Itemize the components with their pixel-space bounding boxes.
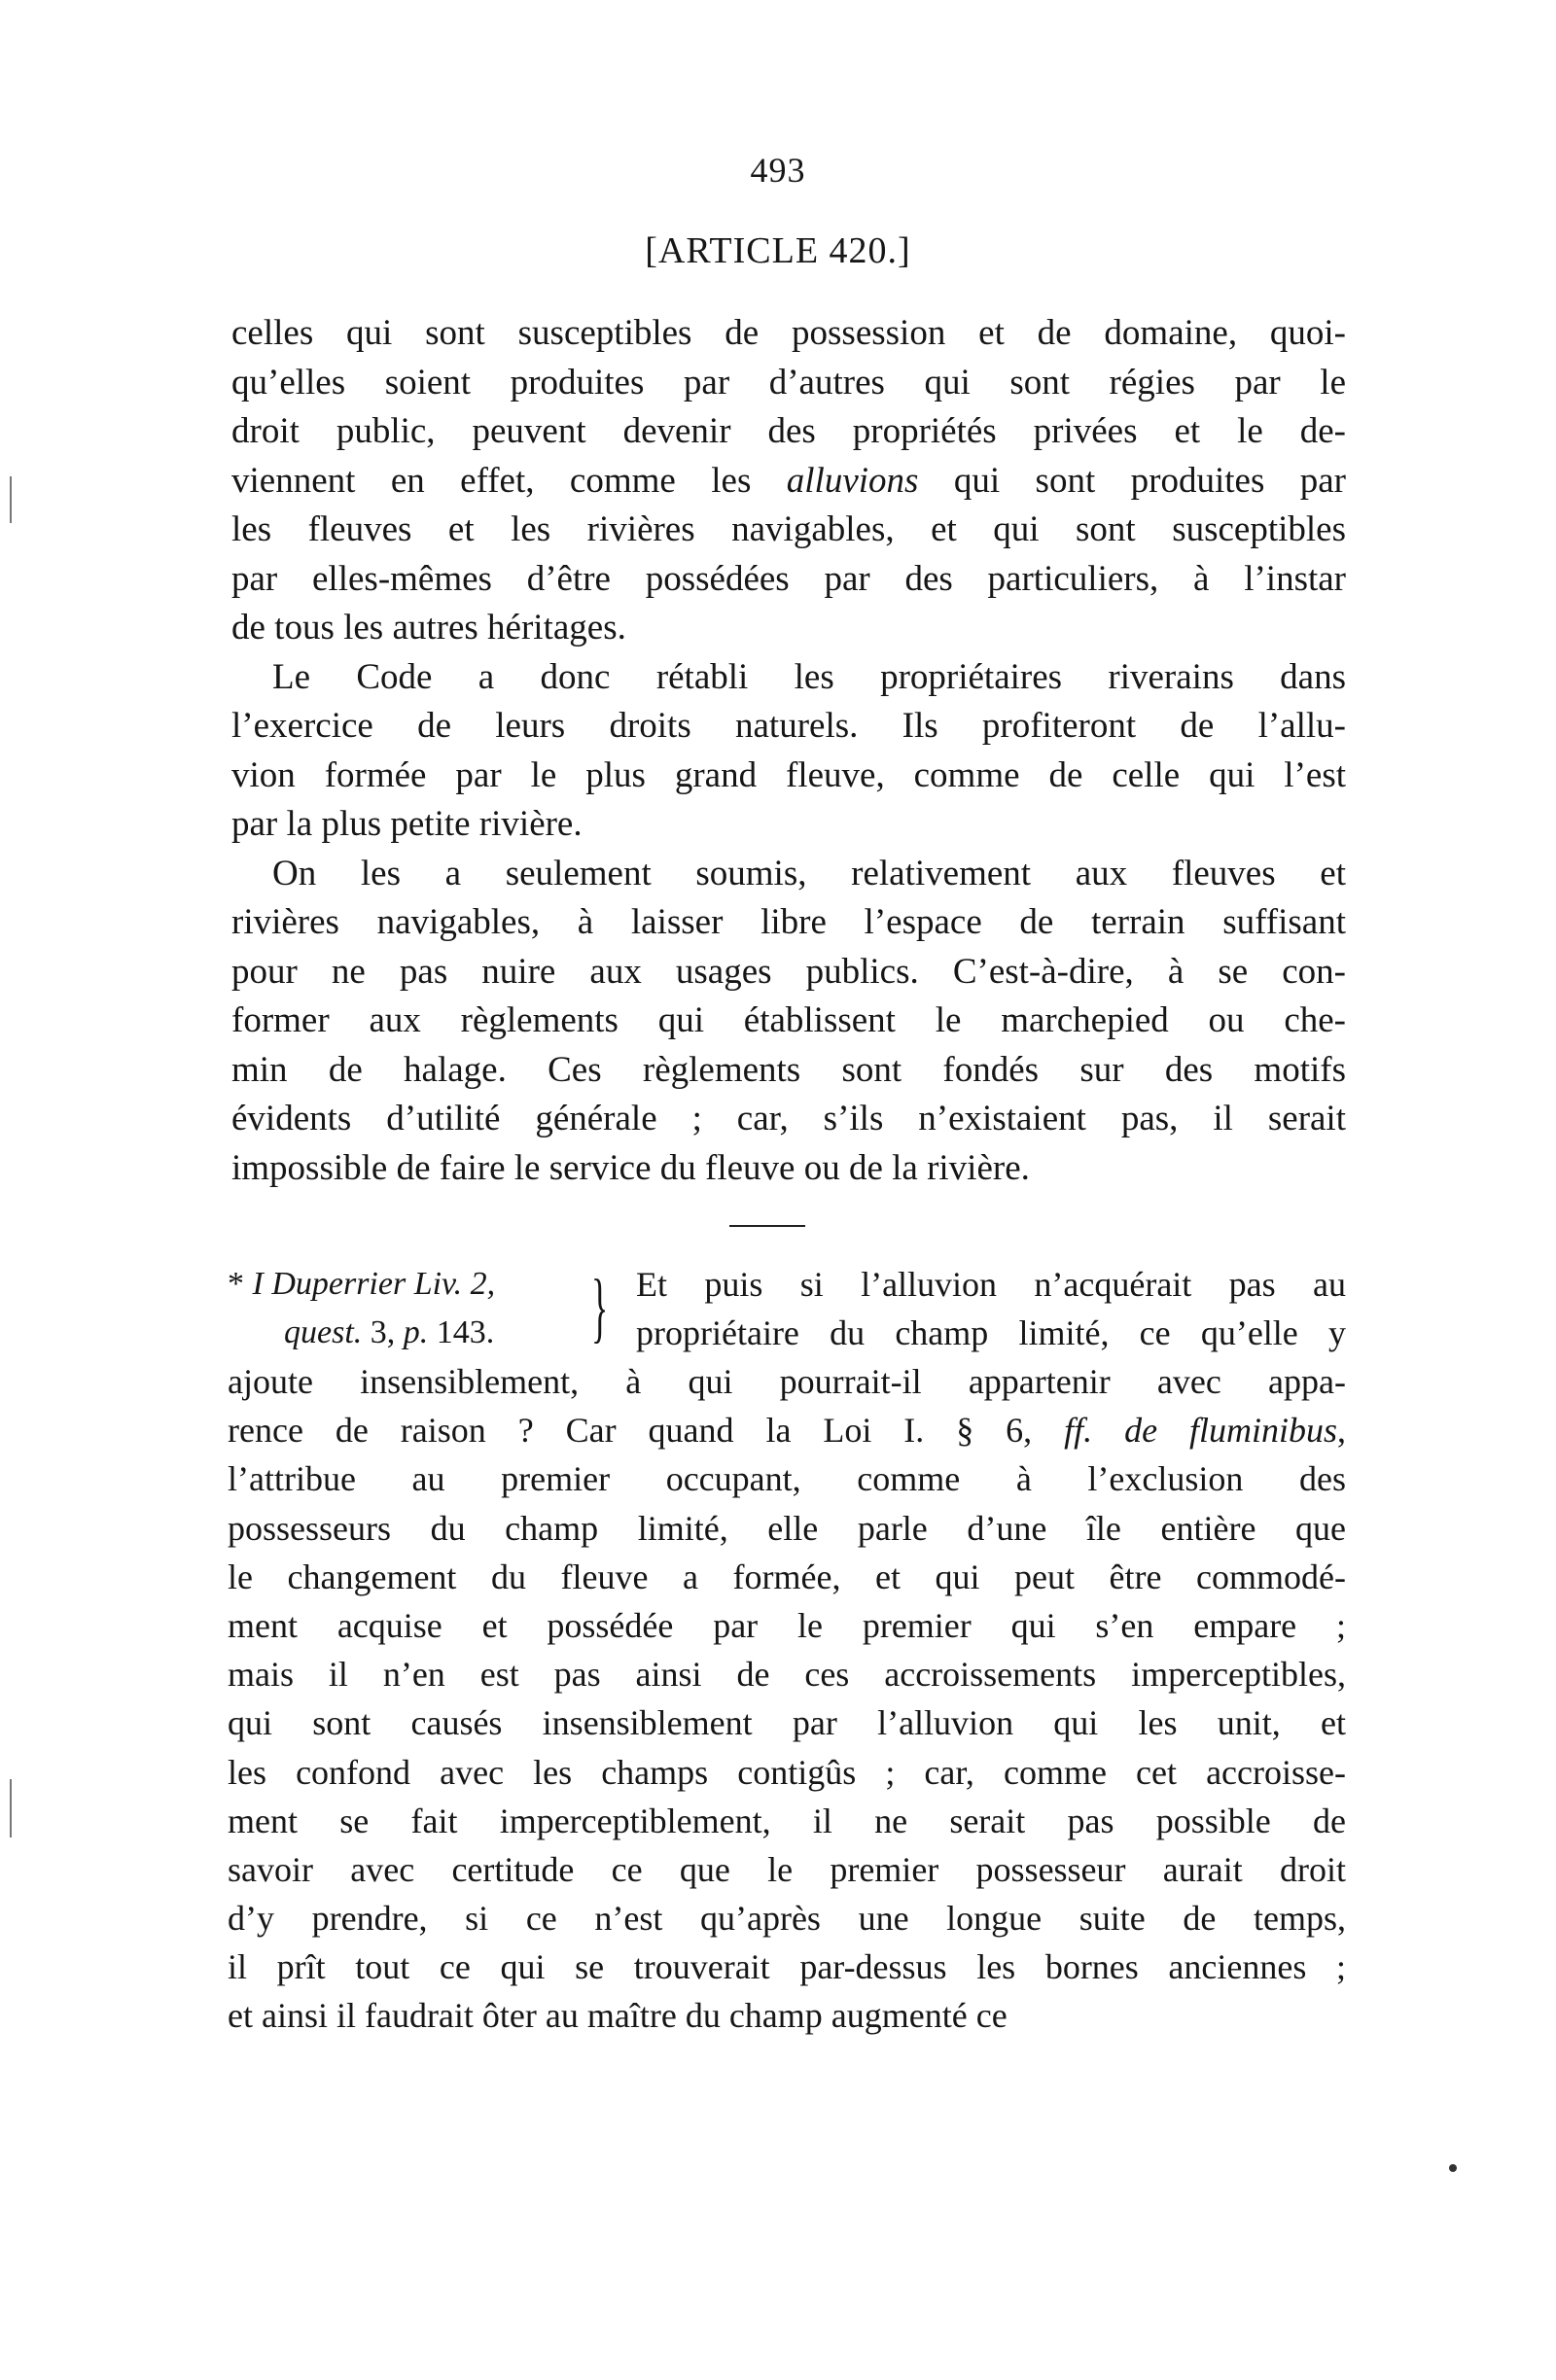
text-segment: qui sont produites par	[918, 460, 1347, 501]
text-line: celles qui sont susceptibles de possession et de domaine, quoi-	[231, 313, 1346, 353]
text-line: Le Code a donc rétabli les propriétaires riverains dans	[272, 656, 1346, 697]
text-line: par elles-mêmes d’être possédées par des particuliers, à l’instar	[231, 558, 1346, 599]
text-line: de tous les autres héritages.	[231, 608, 626, 648]
text-line: min de halage. Ces règlements sont fondés sur des motifs	[231, 1049, 1346, 1090]
text-line: il prît tout ce qui se trouverait par-dessus les bornes anciennes ;	[228, 1947, 1346, 1987]
text-line: former aux règlements qui établissent le marchepied ou che-	[231, 1000, 1346, 1040]
text-line: mais il n’en est pas ainsi de ces accroissements imperceptibles,	[228, 1655, 1346, 1695]
footnote-reference-line-1	[228, 1260, 607, 1309]
footnote-source-title: I Duperrier Liv. 2,	[252, 1266, 496, 1302]
footnote-head	[228, 1260, 1346, 1357]
footnote-brace-glyph: }	[591, 1265, 609, 1350]
footnote-reference	[228, 1260, 607, 1357]
footnote-head-line: propriétaire du champ limité, ce qu’elle y	[636, 1313, 1346, 1352]
article-heading: [ARTICLE 420.]	[645, 230, 911, 271]
text-line: droit public, peuvent devenir des propriétés privées et le de-	[231, 411, 1346, 451]
text-line: qu’elles soient produites par d’autres qui sont régies par le	[231, 362, 1346, 402]
text-line: vion formée par le plus grand fleuve, comme de celle qui l’est	[231, 754, 1346, 795]
text-line: rivières navigables, à laisser libre l’espace de terrain suffisant	[231, 902, 1346, 942]
footnote-block	[228, 1260, 1346, 2041]
text-line: évidents d’utilité générale ; car, s’ils n’existaient pas, il serait	[231, 1099, 1346, 1138]
text-line: d’y prendre, si ce n’est qu’après une longue suite de temps,	[228, 1899, 1346, 1939]
text-line	[231, 457, 1346, 507]
footnote-head-text	[636, 1260, 1346, 1357]
page-number: 493	[750, 151, 806, 190]
text-line: impossible de faire le service du fleuve ou de la rivière.	[231, 1147, 1030, 1188]
footnote-marker: *	[228, 1266, 244, 1302]
text-line: l’exercice de leurs droits naturels. Ils profiteront de l’allu-	[231, 706, 1346, 746]
text-segment: rence de raison ? Car quand la Loi I. § 6,	[228, 1411, 1065, 1451]
scan-edge-mark	[10, 1779, 12, 1838]
text-line: possesseurs du champ limité, elle parle d’une île entière que	[228, 1508, 1346, 1548]
text-line: l’attribue au premier occupant, comme à l’exclusion des	[228, 1459, 1346, 1499]
text-line: ment acquise et possédée par le premier qui s’en empare ;	[228, 1605, 1346, 1645]
text-line: pour ne pas nuire aux usages publics. C’est-à-dire, à se con-	[231, 951, 1346, 992]
text-line: qui sont causés insensiblement par l’alluvion qui les unit, et	[228, 1703, 1346, 1743]
scan-edge-mark	[10, 476, 12, 523]
text-line: ment se fait imperceptiblement, il ne serait pas possible de	[228, 1801, 1346, 1840]
footnote-separator-rule	[729, 1225, 805, 1227]
text-line: les confond avec les champs contigûs ; car, comme cet accroisse-	[228, 1752, 1346, 1792]
footnote-body	[228, 1357, 1346, 2041]
scan-speck	[1449, 2164, 1457, 2172]
footnote-reference-line-2: quest. 3, p. 143.	[284, 1314, 495, 1350]
text-segment: viennent en effet, comme les	[231, 460, 787, 501]
text-line: On les a seulement soumis, relativement aux fleuves et	[272, 853, 1346, 893]
text-line: ajoute insensiblement, à qui pourrait-il appartenir avec appa-	[228, 1362, 1346, 1401]
text-segment: ,	[1337, 1411, 1347, 1451]
main-text-body	[231, 309, 1346, 1193]
text-line	[228, 1406, 1346, 1454]
text-line: savoir avec certitude ce que le premier possesseur aurait droit	[228, 1849, 1346, 1889]
text-line: les fleuves et les rivières navigables, et qui sont susceptibles	[231, 509, 1346, 549]
footnote-head-line: Et puis si l’alluvion n’acquérait pas au	[636, 1265, 1346, 1304]
italic-phrase: ff. de fluminibus	[1064, 1411, 1338, 1451]
text-line: le changement du fleuve a formée, et qui peut être commodé-	[228, 1557, 1346, 1596]
text-line: et ainsi il faudrait ôter au maître du champ augmenté ce	[228, 1996, 1008, 2036]
italic-phrase: alluvions	[786, 460, 919, 501]
text-line: par la plus petite rivière.	[231, 804, 583, 844]
